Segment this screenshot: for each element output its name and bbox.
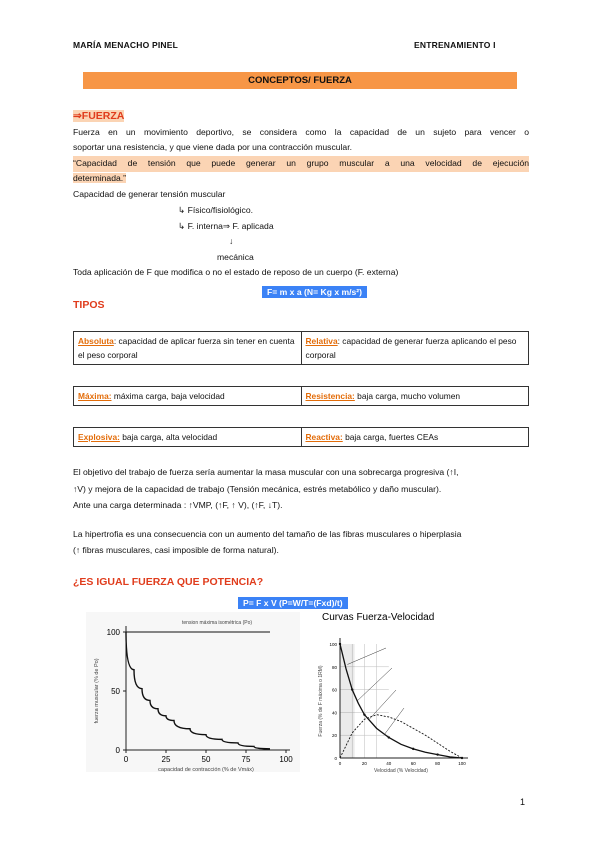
tipo-maxima [74, 387, 302, 406]
tipo-desc: baja carga, alta velocidad [119, 432, 218, 442]
x-tick-label: 80 [435, 761, 441, 766]
series-line-potencia [340, 715, 462, 758]
table-row [74, 428, 529, 447]
fuerza-definition-line1: Fuerza en un movimiento deportivo, se considera como la capacidad de un sujeto para vencer o [73, 127, 529, 137]
arrow-down-icon: ↓ [229, 236, 234, 246]
table-row [74, 387, 529, 406]
tipo-term: Resistencia: [305, 391, 355, 401]
objetivo-line1: El objetivo del trabajo de fuerza sería aumentar la masa muscular con una sobrecarga progresiva (↑I, [73, 467, 459, 477]
y-tick-label: 100 [329, 642, 337, 647]
y-tick-label: 0 [115, 746, 120, 755]
tipo-term: Relativa [305, 336, 338, 346]
header-author: MARÍA MENACHO PINEL [73, 40, 179, 50]
y-tick-label: 80 [331, 664, 337, 670]
chart-title: Curvas Fuerza-Velocidad [322, 612, 435, 623]
data-point [351, 688, 353, 690]
x-tick-label: 20 [361, 761, 367, 766]
x-tick-label: 50 [201, 755, 211, 764]
tipo-relativa [301, 332, 529, 365]
tipo-sep: : [337, 336, 340, 346]
hipertrofia-line2: (↑ fibras musculares, casi imposible de forma natural). [73, 545, 279, 555]
tipo-desc: baja carga, mucho volumen [354, 391, 461, 401]
x-tick-label: 75 [241, 755, 251, 764]
tipo-desc: capacidad de generar fuerza aplicando el peso corporal [305, 336, 517, 360]
tipos-table-1 [73, 331, 529, 365]
objetivo-line3: Ante una carga determinada : ↑VMP, (↑F, ↑ V), (↑F, ↓T). [73, 500, 283, 510]
branch-interna: ↳ F. interna⇒ F. aplicada [178, 221, 274, 231]
x-axis-label: Velocidad (% Velocidad) [374, 768, 428, 774]
application-text: Toda aplicación de F que modifica o no el estado de reposo de un cuerpo (F. externa) [73, 267, 399, 277]
shaded-zone [340, 644, 355, 758]
data-point [412, 748, 414, 750]
fuerza-definition-line2: soportar una resistencia, y que viene dada por una contracción muscular. [73, 142, 352, 152]
y-tick-label: 60 [331, 687, 337, 693]
y-axis-label: Fuerza (% de F máxima o 1RM) [318, 665, 324, 737]
tipos-table-3 [73, 427, 529, 447]
hipertrofia-line1: La hipertrofia es una consecuencia con un aumento del tamaño de las fibras musculares o hiperplasia [73, 529, 462, 539]
y-tick-label: 100 [106, 628, 120, 637]
y-tick-label: 40 [331, 710, 337, 716]
fuerza-quote-line1: “Capacidad de tensión que puede generar un grupo muscular a una velocidad de ejecución [73, 156, 529, 172]
tipo-reactiva [301, 428, 529, 447]
tipos-heading: TIPOS [73, 299, 105, 311]
fuerza-quote-line2 [73, 171, 126, 187]
tipo-term: Máxima: [78, 391, 112, 401]
data-point [436, 753, 438, 755]
force-formula-text: F= m x a (N= Kg x m/s²) [262, 286, 367, 298]
callout-line [369, 690, 396, 719]
section-banner: CONCEPTOS/ FUERZA [83, 72, 517, 89]
tipos-table-2 [73, 386, 529, 406]
force-formula [262, 282, 367, 300]
y-tick-label: 0 [334, 756, 337, 761]
objetivo-line2: ↑V) y mejora de la capacidad de trabajo (Tensión mecánica, estrés metabólico y daño muscular). [73, 484, 442, 494]
fuerza-quote-line2-text: determinada.” [73, 173, 127, 183]
tipo-term: Explosiva: [78, 432, 120, 442]
x-tick-label: 25 [161, 755, 171, 764]
x-axis-label: capacidad de contracción (% de Vmáx) [158, 767, 254, 772]
y-tick-label: 50 [111, 687, 120, 696]
tipo-resistencia [301, 387, 529, 406]
force-velocity-chart [86, 612, 300, 772]
page-number: 1 [520, 797, 526, 807]
data-point [363, 713, 365, 715]
x-tick-label: 60 [410, 761, 416, 766]
y-axis-label: fuerza muscular (% de Po) [94, 658, 100, 724]
header-course: ENTRENAMIENTO I [414, 40, 496, 50]
table-row [74, 332, 529, 365]
x-tick-label: 100 [458, 761, 466, 766]
data-point [388, 736, 390, 738]
annotation-po: tension máxima isométrica (Po) [182, 620, 253, 626]
tipo-term: Reactiva: [305, 432, 343, 442]
x-tick-label: 0 [338, 761, 342, 766]
x-tick-label: 40 [386, 761, 392, 766]
power-formula-text: P= F x V (P=W/T=(Fxd)/t) [238, 597, 348, 609]
tipo-sep: : [113, 336, 117, 346]
tipo-absoluta [74, 332, 302, 365]
x-tick-label: 100 [279, 755, 293, 764]
tipo-desc: capacidad de aplicar fuerza sin tener en cuenta el peso corporal [78, 336, 295, 360]
mecanica-text: mecánica [217, 252, 254, 262]
capacity-text: Capacidad de generar tensión muscular [73, 189, 226, 199]
branch-fisiologico: ↳ Físico/fisiológico. [178, 205, 254, 215]
force-velocity-curves-chart [312, 608, 524, 776]
y-tick-label: 20 [331, 733, 337, 739]
x-tick-label: 0 [123, 755, 129, 764]
series-line-fuerza [340, 644, 462, 758]
tipo-desc: baja carga, fuertes CEAs [342, 432, 439, 442]
tipo-term: Absoluta [78, 336, 114, 346]
fuerza-heading-text: ⇒FUERZA [73, 110, 125, 122]
tipo-explosiva [74, 428, 302, 447]
fuerza-heading [73, 110, 124, 122]
tipo-desc: máxima carga, baja velocidad [111, 391, 225, 401]
callout-line [357, 668, 392, 701]
data-point [339, 643, 341, 645]
potencia-heading: ¿ES IGUAL FUERZA QUE POTENCIA? [73, 576, 264, 588]
